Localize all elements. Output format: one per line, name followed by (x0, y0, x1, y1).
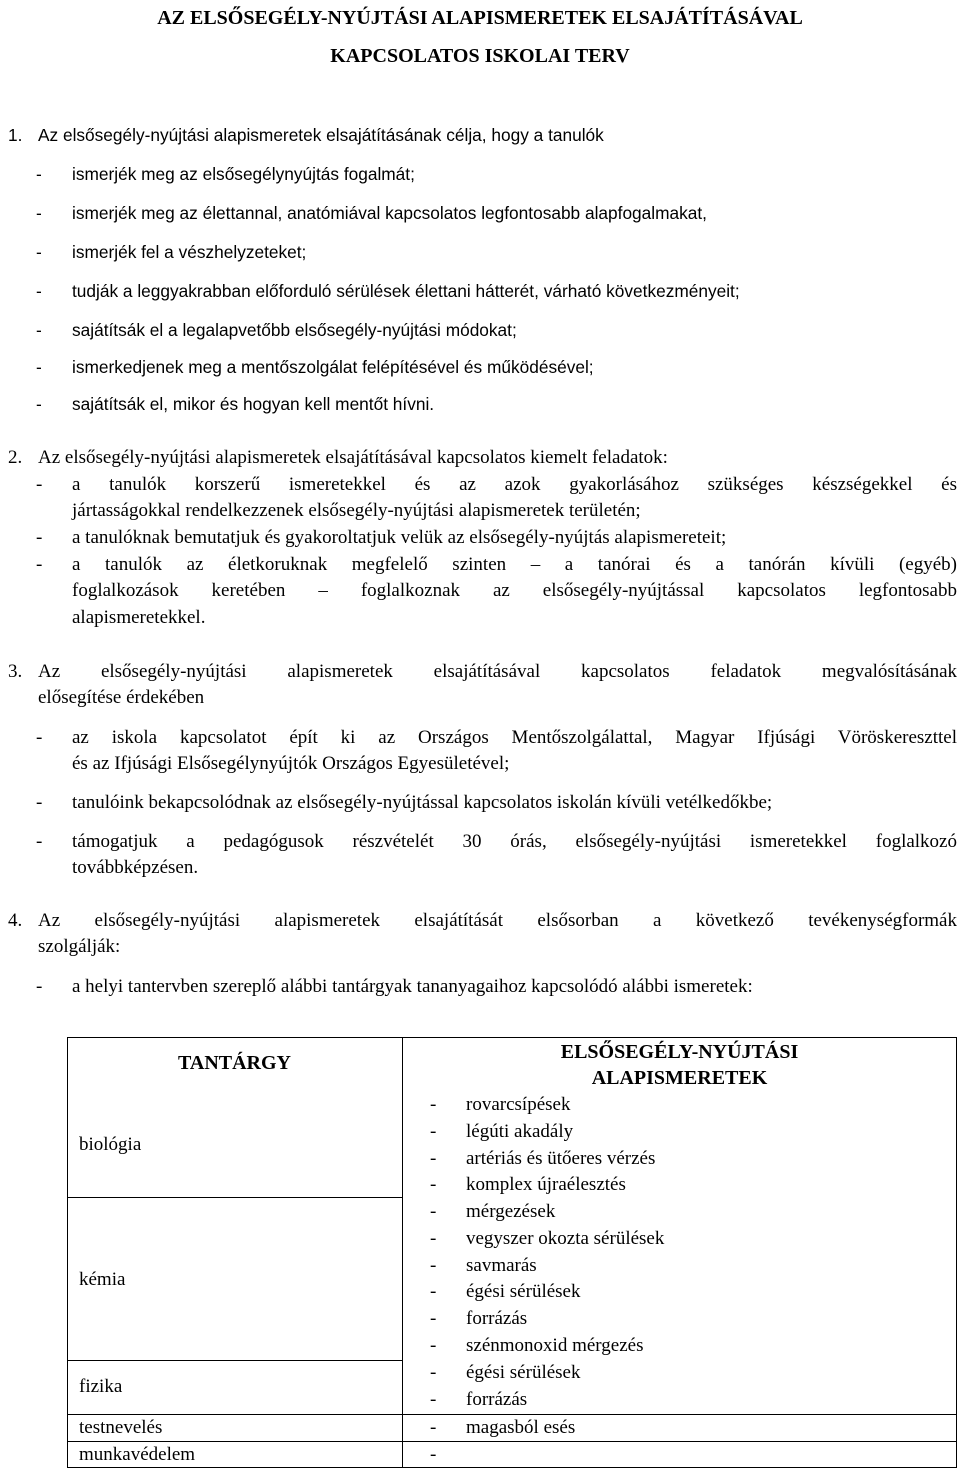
list-item-continuation: jártasságokkal rendelkezzenek elsősegély-nyújtási alapismeretek területén; (72, 500, 641, 521)
list-item-continuation: és az Ifjúsági Elsősegélynyújtók Országos Egyesületével; (72, 753, 510, 774)
table-cell-topic (430, 1093, 571, 1117)
table-border-left (67, 1037, 68, 1468)
list-dash: - (36, 281, 42, 301)
list-dash: - (36, 242, 42, 262)
list-dash: - (36, 203, 42, 223)
list-dash: - (36, 357, 42, 377)
topic-text: magasból esés (466, 1417, 576, 1438)
topic-text: légúti akadály (466, 1121, 574, 1142)
list-dash: - (430, 1228, 437, 1249)
table-row-divider (67, 1197, 402, 1198)
list-dash: - (430, 1444, 437, 1465)
section-4-intro: Az elsősegély-nyújtási alapismeretek elsajátítását elsősorban a következő tevékenységformák (38, 910, 957, 931)
topic-text: rovarcsípések (466, 1094, 571, 1115)
list-dash: - (36, 727, 43, 748)
table-cell-topic (430, 1173, 626, 1197)
list-item-text: a tanulók korszerű ismeretekkel és az azok gyakorlásához szükséges készségekkel és (72, 474, 957, 495)
list-item-text: ismerjék meg az elsősegélynyújtás fogalmát; (72, 164, 415, 184)
list-dash: - (430, 1094, 437, 1115)
section-3-number: 3. (8, 661, 23, 682)
topic-text: vegyszer okozta sérülések (466, 1228, 665, 1249)
table-cell-topic (430, 1200, 556, 1224)
table-cell-topic (430, 1147, 656, 1171)
list-dash: - (430, 1335, 437, 1356)
list-dash: - (36, 792, 43, 813)
list-dash: - (36, 164, 42, 184)
list-dash: - (36, 976, 43, 997)
list-dash: - (430, 1417, 437, 1438)
table-border-bottom (67, 1467, 957, 1468)
topic-text: artériás és ütőeres vérzés (466, 1148, 656, 1169)
table-cell-topic (430, 1361, 581, 1385)
topic-text: savmarás (466, 1255, 537, 1276)
table-cell-subject: kémia (79, 1269, 126, 1290)
list-dash: - (36, 474, 43, 495)
topic-text: mérgezések (466, 1201, 556, 1222)
table-column-divider (402, 1037, 403, 1468)
section-4-intro-continuation: szolgálják: (38, 936, 121, 957)
list-dash: - (430, 1308, 437, 1329)
table-cell-topic (430, 1120, 574, 1144)
table-cell-topic (430, 1334, 644, 1358)
topic-text: forrázás (466, 1308, 528, 1329)
section-3-intro-continuation: elősegítése érdekében (38, 687, 205, 708)
table-cell-subject: testnevelés (79, 1417, 163, 1438)
section-1-intro: Az elsősegély-nyújtási alapismeretek elsajátításának célja, hogy a tanulók (38, 125, 604, 145)
list-item-text: tudják a leggyakrabban előforduló sérülések élettani hátterét, várható következményeit; (72, 281, 740, 301)
table-cell-topic (430, 1307, 528, 1331)
list-dash: - (36, 394, 42, 414)
page-title-line1: AZ ELSŐSEGÉLY-NYÚJTÁSI ALAPISMERETEK ELSAJÁTÍTÁSÁVAL (157, 7, 803, 29)
list-dash: - (36, 831, 43, 852)
table-cell-topic (430, 1280, 581, 1304)
section-4-number: 4. (8, 910, 23, 931)
table-header-topics: ELSŐSEGÉLY-NYÚJTÁSI (560, 1041, 799, 1063)
list-item-text: ismerkedjenek meg a mentőszolgálat felépítésével és működésével; (72, 357, 594, 377)
list-dash: - (430, 1281, 437, 1302)
section-1-number: 1. (8, 125, 23, 145)
topic-text: forrázás (466, 1389, 528, 1410)
table-cell-subject: biológia (79, 1134, 142, 1155)
table-row-divider (67, 1360, 402, 1361)
list-item-text: foglalkozások keretében – foglalkoznak az elsősegély-nyújtással kapcsolatos legfontosabb (72, 580, 957, 601)
section-3-intro: Az elsősegély-nyújtási alapismeretek elsajátításával kapcsolatos feladatok megvalósításának (38, 661, 957, 682)
list-dash: - (430, 1255, 437, 1276)
table-cell-subject: fizika (79, 1376, 123, 1397)
list-item-text: a tanulók az életkoruknak megfelelő szinten – a tanórai és a tanórán kívüli (egyéb) (72, 554, 957, 575)
page-title-line2: KAPCSOLATOS ISKOLAI TERV (330, 45, 630, 67)
section-2-number: 2. (8, 447, 23, 468)
table-row-divider (67, 1414, 957, 1415)
list-item-continuation: továbbképzésen. (72, 857, 199, 878)
table-header-subject: TANTÁRGY (178, 1052, 291, 1074)
table-row-divider (67, 1441, 957, 1442)
topic-text: komplex újraélesztés (466, 1174, 626, 1195)
table-cell-topic (430, 1254, 537, 1278)
list-dash: - (430, 1201, 437, 1222)
list-item-text: támogatjuk a pedagógusok részvételét 30 órás, elsősegély-nyújtási ismeretekkel foglalkozó (72, 831, 957, 852)
table-cell-subject: munkavédelem (79, 1444, 196, 1465)
list-item-text: a tanulóknak bemutatjuk és gyakoroltatjuk velük az elsősegély-nyújtás alapismereteit; (72, 527, 727, 548)
list-item-text: ismerjék meg az élettannal, anatómiával kapcsolatos legfontosabb alapfogalmakat, (72, 203, 707, 223)
list-item-text: tanulóink bekapcsolódnak az elsősegély-nyújtással kapcsolatos iskolán kívüli vetélkedőkbe; (72, 792, 773, 813)
table-cell-topic (430, 1416, 576, 1440)
topic-text: égési sérülések (466, 1281, 581, 1302)
table-cell-topic (430, 1227, 665, 1251)
table-border-top (67, 1037, 957, 1038)
list-item-text: sajátítsák el, mikor és hogyan kell mentőt hívni. (72, 394, 435, 414)
table-cell-topic (430, 1443, 436, 1467)
list-item-text: ismerjék fel a vészhelyzeteket; (72, 242, 307, 262)
list-dash: - (430, 1362, 437, 1383)
list-item-text: az iskola kapcsolatot épít ki az Országos Mentőszolgálattal, Magyar Ifjúsági Vöröskereszttel (72, 727, 957, 748)
table-cell-topic (430, 1388, 528, 1412)
table-header-topics-line2: ALAPISMERETEK (591, 1067, 768, 1089)
list-item-continuation: alapismeretekkel. (72, 607, 206, 628)
topic-text: szénmonoxid mérgezés (466, 1335, 644, 1356)
list-item-text: sajátítsák el a legalapvetőbb elsősegély-nyújtási módokat; (72, 320, 517, 340)
section-2-intro: Az elsősegély-nyújtási alapismeretek elsajátításával kapcsolatos kiemelt feladatok: (38, 447, 668, 468)
table-border-right (956, 1037, 957, 1468)
list-dash: - (36, 320, 42, 340)
list-item-text: a helyi tantervben szereplő alábbi tantárgyak tananyagaihoz kapcsolódó alábbi ismeretek: (72, 976, 753, 997)
list-dash: - (36, 527, 43, 548)
list-dash: - (430, 1121, 437, 1142)
list-dash: - (36, 554, 43, 575)
list-dash: - (430, 1389, 437, 1410)
topic-text: égési sérülések (466, 1362, 581, 1383)
list-dash: - (430, 1148, 437, 1169)
list-dash: - (430, 1174, 437, 1195)
